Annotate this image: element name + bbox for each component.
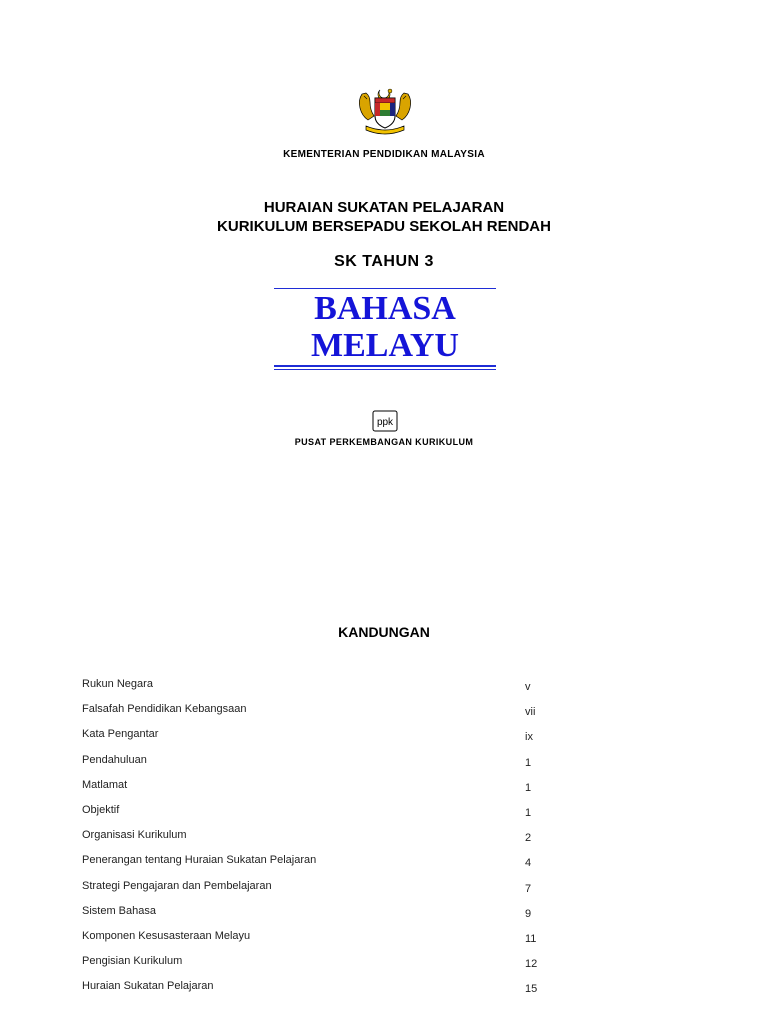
toc-item-page: 9 [525,907,532,920]
ppk-logo-text: ppk [376,417,394,428]
toc-item-page: ix [525,731,533,744]
toc-row [0,804,768,820]
ppk-logo-icon [370,410,400,432]
toc-item-page: vii [525,706,536,719]
toc-row [0,980,768,996]
toc-item-page: 1 [525,781,532,794]
toc-item-page: 15 [525,983,538,996]
toc-item-page: 11 [525,933,537,945]
toc-item-page: 4 [525,857,532,870]
bottom-divider [274,365,496,370]
toc-item-label: Pengisian Kurikulum [82,955,183,968]
toc-row [0,728,768,744]
toc-item-label: Matlamat [82,778,128,791]
toc-item-page: 12 [525,958,538,971]
toc-item-label: Pendahuluan [82,753,147,766]
toc-item-label: Organisasi Kurikulum [82,829,187,842]
grade-label: SK TAHUN 3 [334,253,434,270]
toc-row [0,754,768,770]
toc-row [0,880,768,896]
curriculum-centre-name: PUSAT PERKEMBANGAN KURIKULUM [294,437,474,447]
toc-item-label: Sistem Bahasa [82,904,156,917]
toc-item-page: 2 [525,832,532,845]
toc-row [0,905,768,921]
toc-row [0,703,768,719]
toc-row [0,829,768,845]
toc-row [0,779,768,795]
toc-row [0,678,768,694]
toc-item-page: 1 [525,756,532,769]
toc-row [0,930,768,946]
document-title-line-1: HURAIAN SUKATAN PELAJARAN [263,199,505,216]
toc-row [0,955,768,971]
subject-title-line-2: MELAYU [311,327,459,364]
toc-item-label: Komponen Kesusasteraan Melayu [82,930,251,942]
document-title-line-2: KURIKULUM BERSEPADU SEKOLAH RENDAH [217,218,551,235]
toc-item-label: Falsafah Pendidikan Kebangsaan [82,703,247,716]
ministry-name: KEMENTERIAN PENDIDIKAN MALAYSIA [283,149,485,160]
toc-item-label: Kata Pengantar [82,728,159,741]
toc-item-label: Objektif [82,804,120,816]
toc-item-label: Strategi Pengajaran dan Pembelajaran [82,879,272,892]
subject-title-line-1: BAHASA [314,290,456,327]
toc-item-page: 1 [525,807,532,819]
toc-item-label: Huraian Sukatan Pelajaran [82,980,214,993]
toc-item-label: Penerangan tentang Huraian Sukatan Pelajaran [82,854,317,867]
top-divider [274,288,496,289]
toc-item-page: v [525,681,531,693]
toc-item-page: 7 [525,882,532,895]
toc-row [0,854,768,870]
coat-of-arms-icon [356,84,414,136]
toc-item-label: Rukun Negara [82,678,153,690]
toc-heading: KANDUNGAN [338,624,430,640]
